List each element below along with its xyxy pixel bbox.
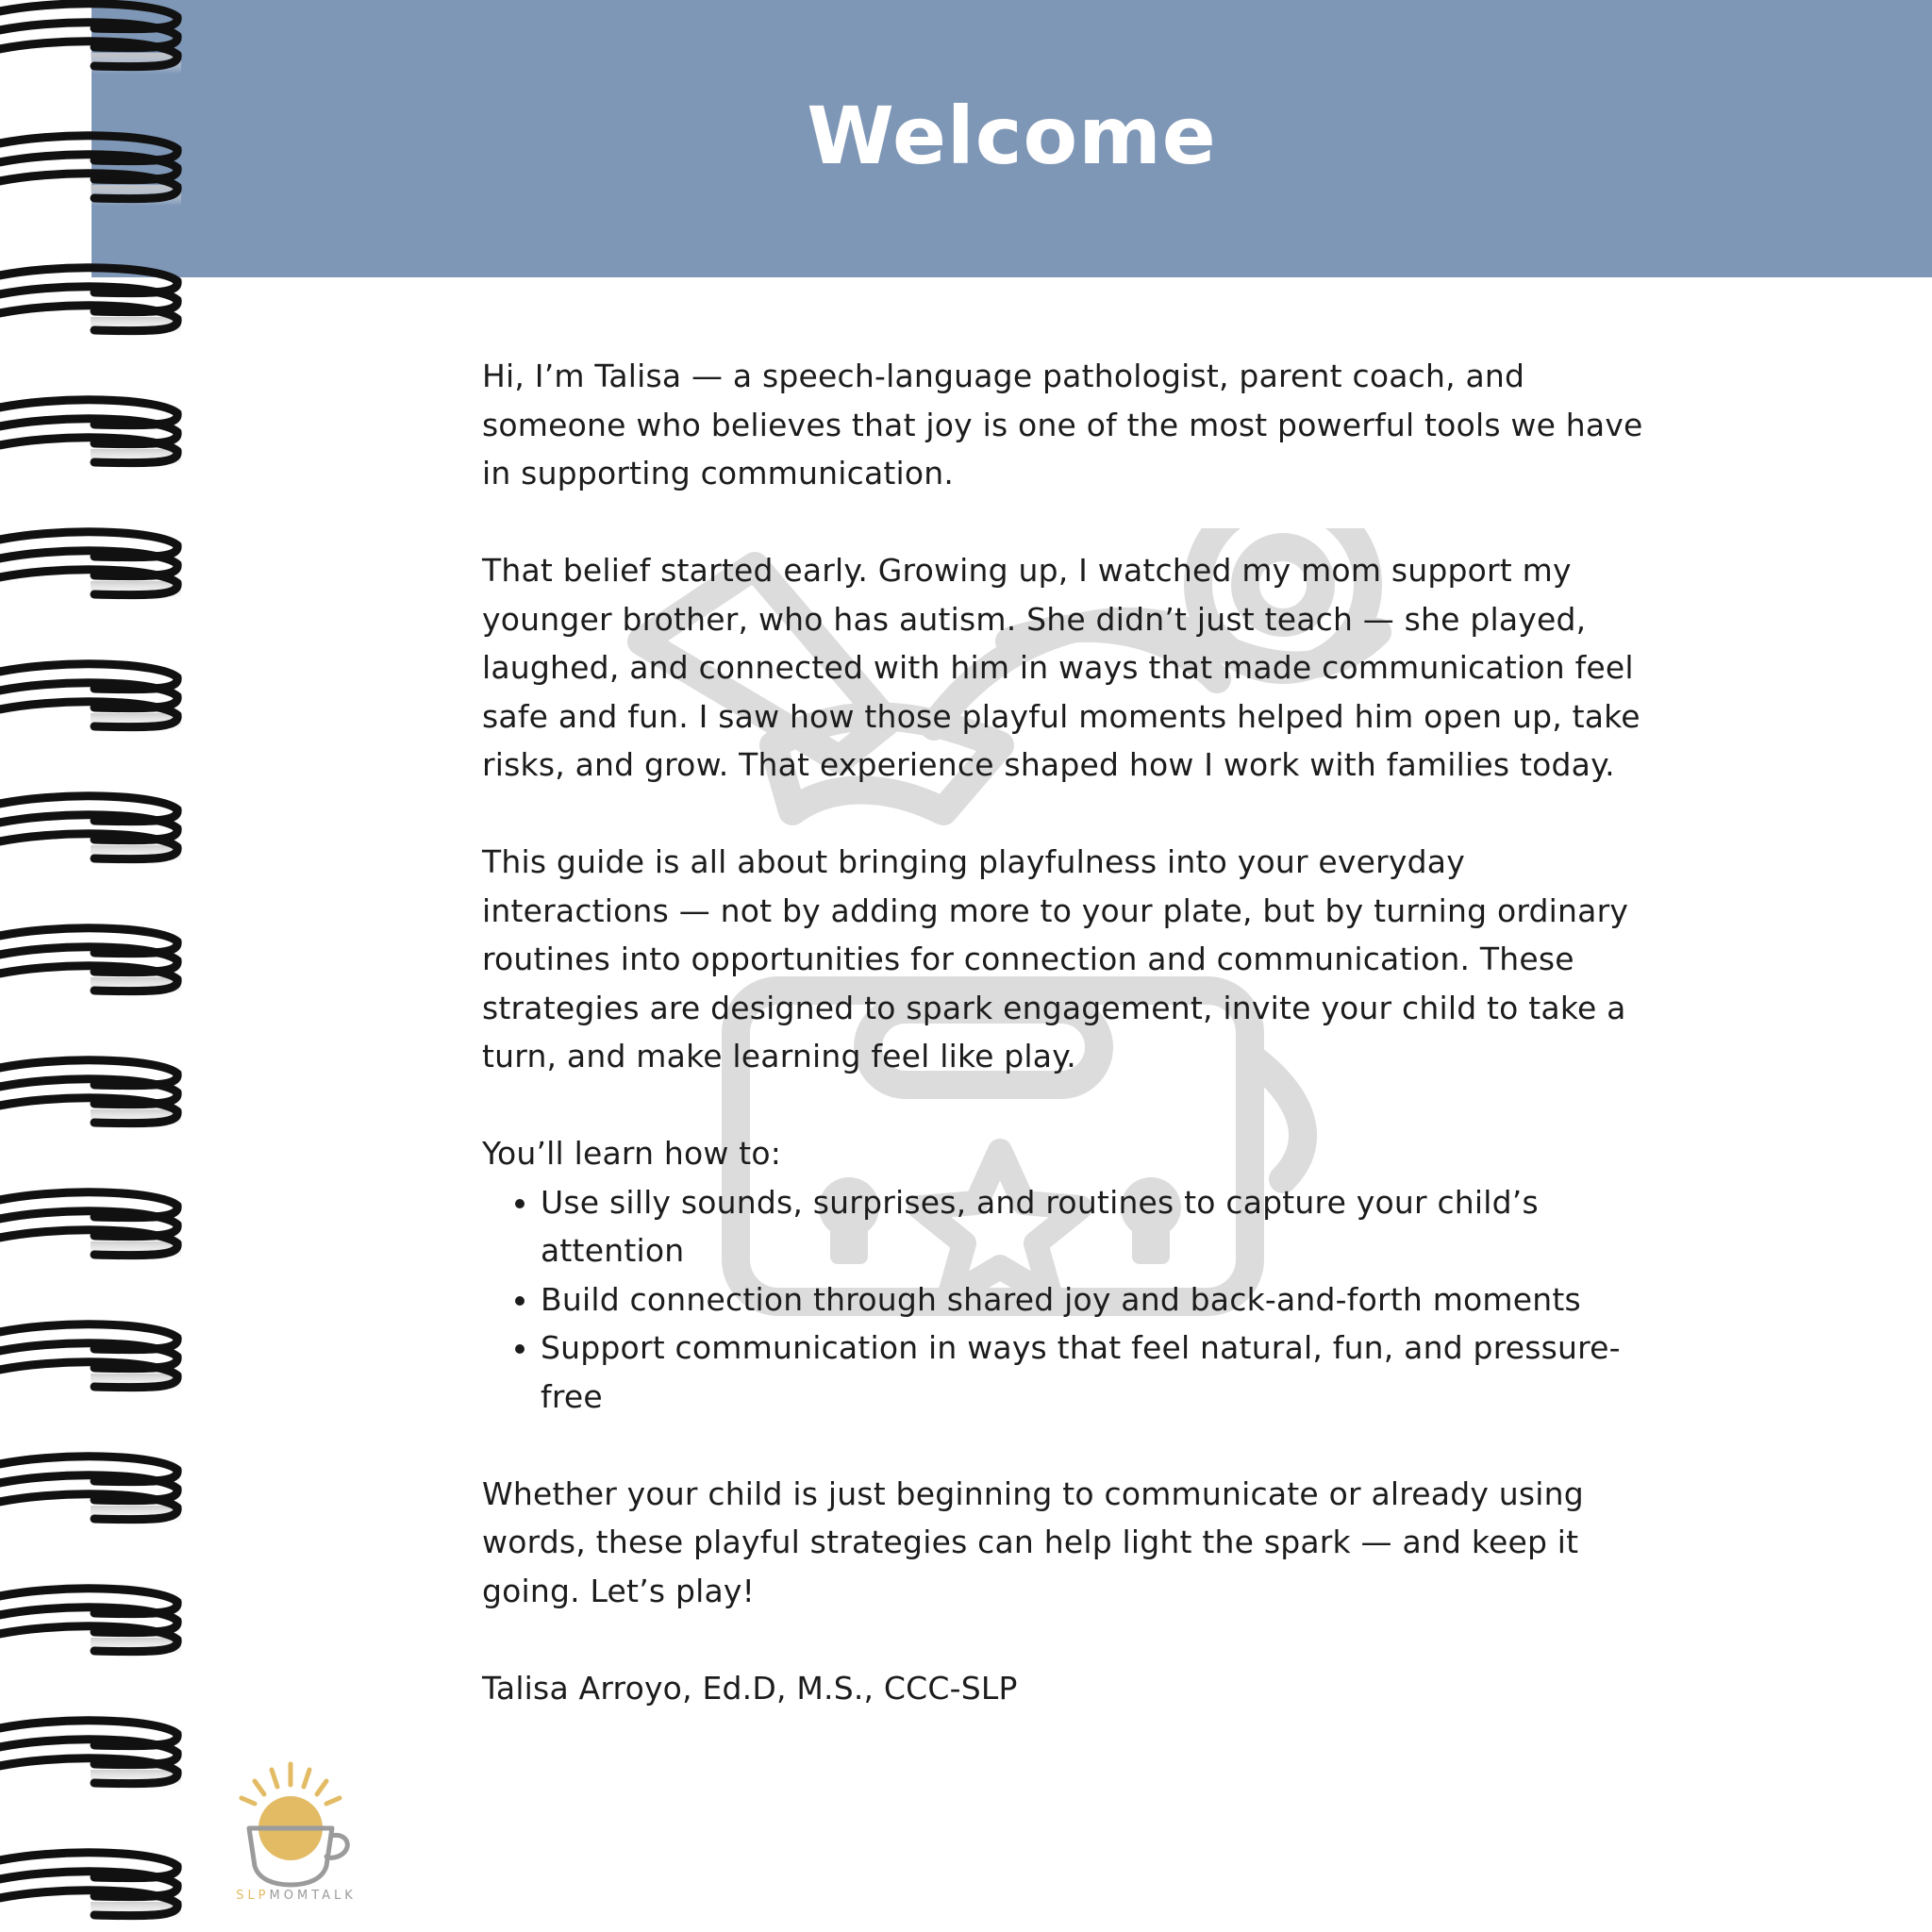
- list-item: • Build connection through shared joy and back-and-forth moments: [541, 1275, 1652, 1324]
- spiral-binding: [0, 0, 189, 1932]
- brand-wordmark: [219, 1889, 374, 1903]
- spiral-coil: [0, 928, 181, 998]
- signature: Talisa Arroyo, Ed.D, M.S., CCC-SLP: [482, 1669, 1018, 1707]
- spiral-coil: [0, 136, 181, 206]
- paragraph-guide: This guide is all about bringing playfulness into your everyday interactions — not by adding more to your plate, but by turning ordinary routines into opportunities for connection and communication. These strategies are designed to spark engagement, invite your child to take a turn, and make learning feel like play.: [482, 843, 1629, 1074]
- paragraph-story: That belief started early. Growing up, I watched my mom support my younger brother, who has autism. She didn’t just teach — she played, laughed, and connected with him in ways that made communication feel safe and fun. I saw how those playful moments helped him open up, take risks, and grow. That experience shaped how I work with families today.: [482, 552, 1641, 783]
- spiral-coil: [0, 1324, 181, 1394]
- brand-wordmark-accent: SLP: [236, 1889, 270, 1903]
- list-item: • Use silly sounds, surprises, and routines to capture your child’s attention: [541, 1178, 1652, 1275]
- spiral-coil: [0, 1192, 181, 1262]
- spiral-coil: [0, 268, 181, 338]
- spiral-coil: [0, 1060, 181, 1130]
- spiral-coil: [0, 532, 181, 602]
- spiral-coil: [0, 1853, 181, 1923]
- learning-list: [482, 1178, 1652, 1422]
- spiral-coil: [0, 796, 181, 866]
- spiral-coil: [0, 400, 181, 470]
- spiral-coil: [0, 664, 181, 734]
- welcome-letter: [482, 352, 1652, 1761]
- page-title: Welcome: [807, 90, 1217, 182]
- brand-wordmark-rest: MOMTALK: [269, 1889, 357, 1903]
- list-intro: You’ll learn how to:: [482, 1135, 782, 1172]
- spiral-coil: [0, 1721, 181, 1790]
- paragraph-intro: Hi, I’m Talisa — a speech-language pathologist, parent coach, and someone who believes that joy is one of the most powerful tools we have in supporting communication.: [482, 358, 1643, 491]
- paragraph-closing: Whether your child is just beginning to communicate or already using words, these playful strategies can help light the spark — and keep it going. Let’s play!: [482, 1474, 1584, 1609]
- spiral-coil: [0, 1457, 181, 1526]
- spiral-coil: [0, 1589, 181, 1658]
- list-item: • Support communication in ways that feel natural, fun, and pressure-free: [541, 1324, 1652, 1421]
- spiral-coil: [0, 4, 181, 74]
